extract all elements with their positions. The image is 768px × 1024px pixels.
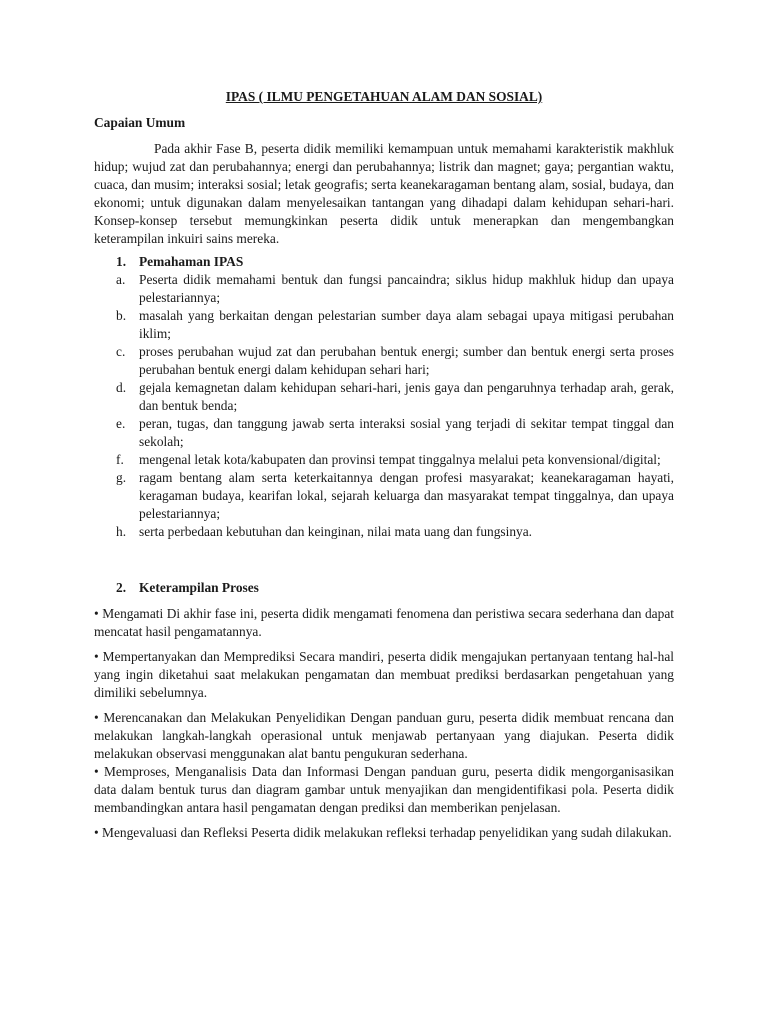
list-item-text: mengenal letak kota/kabupaten dan provinsi tempat tinggalnya melalui peta konvensional/digital; (139, 452, 661, 467)
list-item-marker: b. (116, 308, 127, 323)
list-item-text: proses perubahan wujud zat dan perubahan bentuk energi; sumber dan bentuk energi serta proses perubahan bentuk energi dalam kehidupan sehari hari; (139, 344, 674, 377)
list-item-text: masalah yang berkaitan dengan pelestarian sumber daya alam sebagai upaya mitigasi perubahan iklim; (139, 308, 674, 341)
list-item-marker: e. (116, 416, 126, 431)
capaian-paragraph: Pada akhir Fase B, peserta didik memiliki kemampuan untuk memahami karakteristik makhluk hidup; wujud zat dan perubahannya; energi dan perubahannya; listrik dan magnet; gaya; pergantian waktu, cuaca, dan musim; interaksi sosial; letak geografis; serta keanekaragaman bentang alam, sosial, budaya, dan ekonomi; untuk digunakan dalam menyelesaikan tantangan yang dihadapi dalam kehidupan sehari-hari. Konsep-konsep tersebut memungkinkan peserta didik untuk menerapkan dan mengembangkan keterampilan inkuiri sains mereka. (94, 141, 674, 246)
section-1-heading (94, 253, 674, 271)
capaian-heading: Capaian Umum (94, 115, 186, 130)
list-item-text: ragam bentang alam serta keterkaitannya dengan profesi masyarakat; keanekaragaman hayati, keragaman budaya, kearifan lokal, sejarah keluarga dan masyarakat tempat tinggalnya, dan upaya pelestariannya; (139, 470, 674, 521)
list-item (94, 343, 674, 379)
section-2-title: Keterampilan Proses (139, 580, 259, 595)
section-1-list (94, 271, 674, 541)
section-spacer (94, 541, 674, 579)
process-bullet-mengevaluasi: • Mengevaluasi dan Refleksi Peserta didik melakukan refleksi terhadap penyelidikan yang sudah dilakukan. (94, 825, 672, 840)
list-item-text: Peserta didik memahami bentuk dan fungsi pancaindra; siklus hidup makhluk hidup dan upaya pelestariannya; (139, 272, 674, 305)
list-item-marker: a. (116, 272, 126, 287)
section-2-number: 2. (116, 580, 127, 595)
process-bullet-memproses: • Memproses, Menganalisis Data dan Informasi Dengan panduan guru, peserta didik mengorganisasikan data dalam bentuk turus dan diagram gambar untuk menyajikan dan mengidentifikasi pola. Peserta didik membandingkan antara hasil pengamatan dengan prediksi dan memberikan penjelasan. (94, 764, 674, 815)
list-item (94, 451, 674, 469)
list-item-text: gejala kemagnetan dalam kehidupan sehari-hari, jenis gaya dan pengaruhnya terhadap arah, gerak, dan bentuk benda; (139, 380, 674, 413)
list-item-marker: c. (116, 344, 126, 359)
process-bullet-mengamati: • Mengamati Di akhir fase ini, peserta didik mengamati fenomena dan peristiwa secara sederhana dan dapat mencatat hasil pengamatannya. (94, 606, 674, 639)
list-item-marker: f. (116, 452, 124, 467)
list-item (94, 415, 674, 451)
document-page (94, 88, 674, 849)
list-item-text: serta perbedaan kebutuhan dan keinginan, nilai mata uang dan fungsinya. (139, 524, 533, 539)
section-1-number: 1. (116, 254, 127, 269)
document-title: IPAS ( ILMU PENGETAHUAN ALAM DAN SOSIAL) (225, 89, 543, 104)
list-item-marker: g. (116, 470, 127, 485)
list-item (94, 469, 674, 523)
list-item (94, 271, 674, 307)
process-bullet-merencanakan: • Merencanakan dan Melakukan Penyelidikan Dengan panduan guru, peserta didik membuat rencana dan melakukan langkah-langkah operasional untuk menjawab pertanyaan yang diajukan. Peserta didik melakukan observasi menggunakan alat bantu pengukuran sederhana. (94, 710, 674, 761)
section-2-heading (94, 579, 674, 597)
list-item-text: peran, tugas, dan tanggung jawab serta interaksi sosial yang terjadi di sekitar tempat tinggal dan sekolah; (139, 416, 674, 449)
process-bullet-mempertanyakan: • Mempertanyakan dan Memprediksi Secara mandiri, peserta didik mengajukan pertanyaan tentang hal-hal yang ingin diketahui saat melakukan pengamatan dan membuat prediksi berdasarkan pengetahuan yang dimiliki sebelumnya. (94, 649, 674, 700)
list-item-marker: h. (116, 524, 127, 539)
list-item (94, 379, 674, 415)
section-1-title: Pemahaman IPAS (139, 254, 244, 269)
list-item (94, 307, 674, 343)
list-item (94, 523, 674, 541)
list-item-marker: d. (116, 380, 127, 395)
